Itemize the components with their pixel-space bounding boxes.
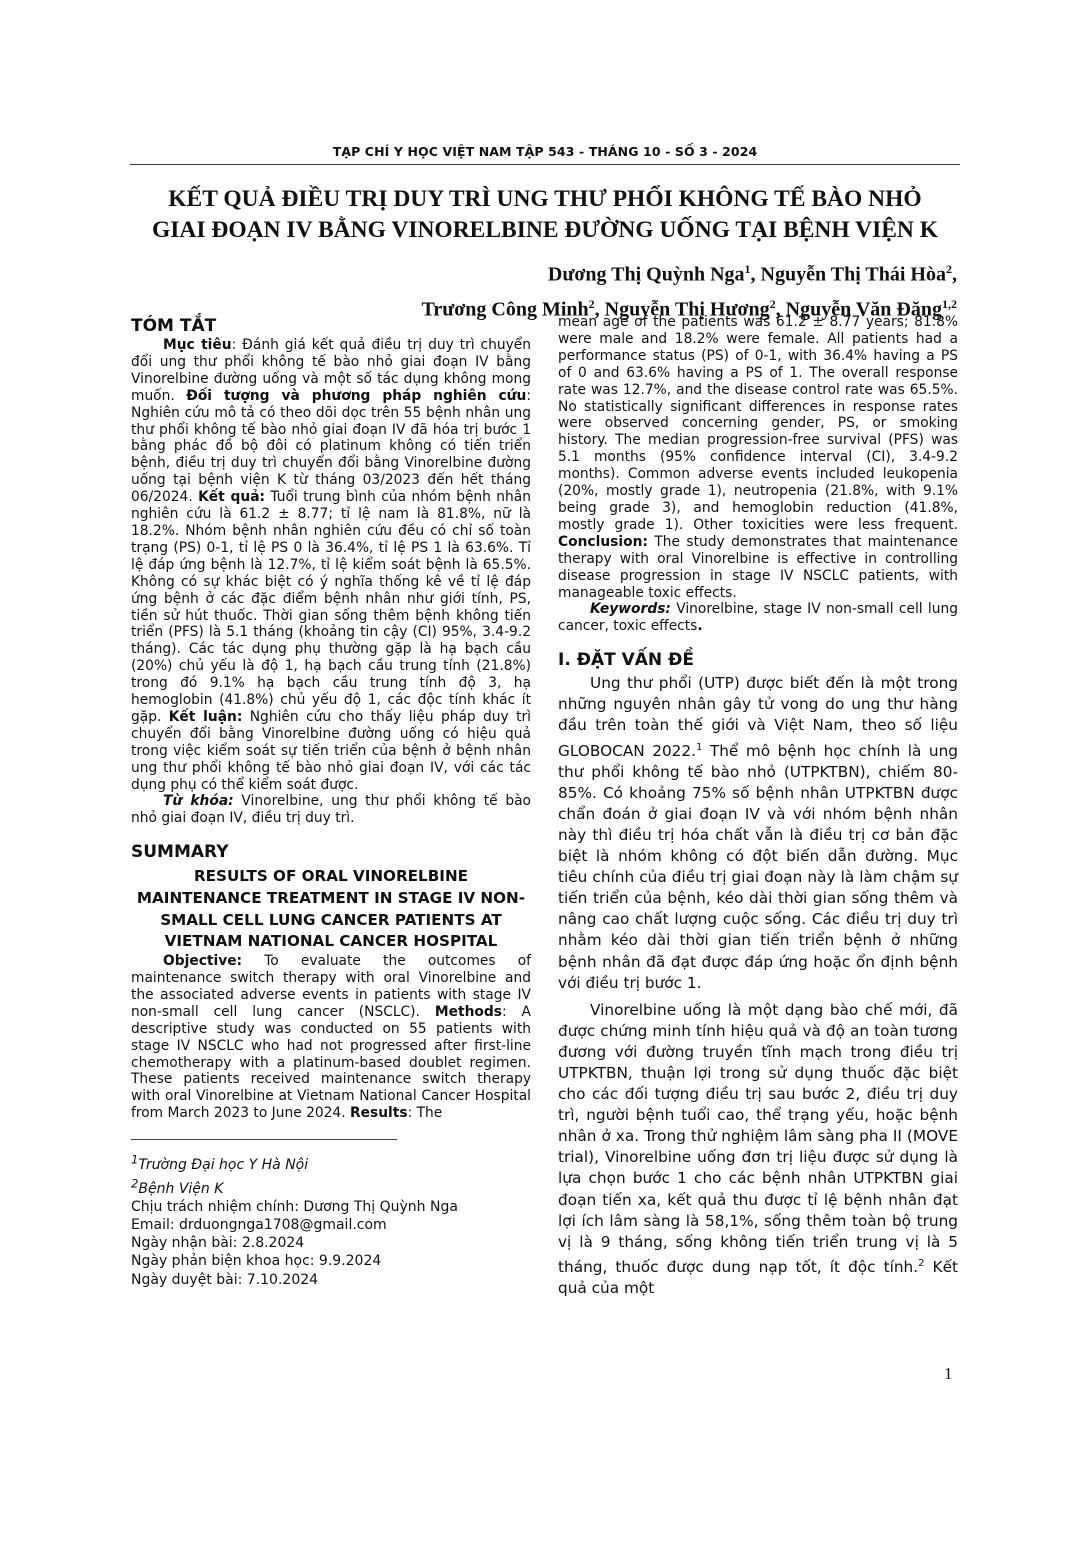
review-date: Ngày phản biện khoa học: 9.9.2024	[131, 1253, 382, 1270]
affiliation-1	[131, 1150, 531, 1174]
intro-paragraph-2	[558, 1000, 958, 1299]
intro-text: Thể mô bệnh học chính là ung thư phổi không tế bào nhỏ (UTPKTBN), chiếm 80-85%. Có khoảng 75% số bệnh nhân UTPKTBN được chẩn đoán ở giai đoạn IV và với nhóm bệnh nhân này thì điều trị hóa chất vẫn là điều trị cơ bản đặc biệt là nhóm không có đột biến dẫn đường. Mục tiêu chính của điều trị giai đoạn này là làm chậm sự tiến triển của bệnh, kéo dài thời gian sống thêm và nâng cao chất lượng cuộc sống. Các điều trị duy trì nhằm kéo dài thời gian tiến triển bệnh ở những bệnh nhân đã đạt được đáp ứng hoặc ổn định bệnh với điều trị bước 1.	[558, 741, 958, 992]
keywords-label-en: Keywords:	[590, 601, 671, 618]
affiliation-sup: 2	[769, 296, 776, 311]
intro-text: Vinorelbine uống là một dạng bào chế mới, đã được chứng minh tính hiệu quả và độ an toàn tương đương với đường truyền tĩnh mạch trong điều trị UTPKTBN, thuận lợi trong sử dụng thuốc đặc biệt cho các đối tượng điều trị sau bước 2, điều trị duy trì, người bệnh tuổi cao, thể trạng yếu, hoặc bệnh nhân ở xa. Trong thử nghiệm lâm sàng pha II (MOVE trial), Vinorelbine uống đơn trị liệu được sử dụng là lựa chọn bước 1 cho các bệnh nhân UTPKTBN giai đoạn tiến xa, kết quả thu được tỉ lệ bệnh nhân đạt lợi ích lâm sàng là 58,1%, sống thêm toàn bộ trung vị là 9 tháng, sống không tiến triển trung vị là 5 tháng, thuốc được dung nạp tốt, ít độc tính.	[558, 1000, 958, 1276]
author-separator: ,	[594, 298, 605, 321]
conclusion-label: Kết luận:	[168, 708, 243, 725]
author-name: Dương Thị Quỳnh Nga	[547, 263, 745, 286]
contact-email: Email: drduongnga1708@gmail.com	[131, 1217, 387, 1234]
intro-text: Ung thư phổi (UTP) được biết đến là một trong những nguyên nhân gây tử vong do ung thư hàng đầu trên toàn thế giới và Việt Nam, theo số liệu GLOBOCAN 2022.	[558, 674, 958, 760]
affiliation-text: Trường Đại học Y Hà Nội	[138, 1156, 309, 1173]
objective-text-en: To evaluate the outcomes of maintenance switch therapy with oral Vinorelbine and the associated adverse events in patients with stage IV non-small cell lung cancer (NSCLC).	[131, 953, 531, 1020]
author-separator: ,	[775, 298, 786, 321]
footnote-sup: 2	[131, 1176, 139, 1191]
abstract-heading: TÓM TẮT	[131, 316, 217, 336]
results-label: Kết quả:	[198, 489, 266, 506]
responsible-author: Chịu trách nhiệm chính: Dương Thị Quỳnh Nga	[131, 1198, 458, 1215]
author-name: Nguyễn Thị Thái Hòa	[760, 263, 946, 286]
results-continued: mean age of the patients was 61.2 ± 8.77 years; 81.8% were male and 18.2% were female. All patients had a performance status (PS) of 0-1, with 36.4% having a PS of 0 and 63.6% having a PS of 1. The overall response rate was 12.7%, and the disease control rate was 65.5%. No statistically significant differences in response rates were observed concerning gender, PS, or smoking history. The median progression-free survival (PFS) was 5.1 months (95% confidence interval (CI), 3.4-9.2 months). Common adverse events included leukopenia (20%, mostly grade 1), neutropenia (21.8%, with 9.1% being grade 3), and hemoglobin reduction (41.8%, mostly grade 1). Other toxicities were less frequent.	[558, 314, 958, 533]
page-number: 1	[944, 1364, 953, 1383]
methods-label-en: Methods	[434, 1003, 502, 1020]
author-name: Trương Công Minh	[421, 298, 589, 321]
abstract-vi-paragraph	[131, 337, 531, 793]
footnote-rule	[131, 1139, 397, 1140]
keywords-text: Vinorelbine, ung thư phổi không tế bào nhỏ giai đoạn IV, điều trị duy trì.	[131, 793, 531, 827]
journal-header: TẠP CHÍ Y HỌC VIỆT NAM TẬP 543 - THÁNG 10 - SỐ 3 - 2024	[332, 144, 758, 159]
footnote-sup: 1	[131, 1152, 139, 1167]
keywords-end: .	[697, 618, 703, 635]
results-text: Tuổi trung bình của nhóm bệnh nhân nghiên cứu là 61.2 ± 8.77; tỉ lệ nam là 81.8%, nữ là 18.2%. Nhóm bệnh nhân nghiên cứu đều có chỉ số toàn trạng (PS) 0-1, tỉ lệ PS 0 là 36.4%, tỉ lệ PS 1 là 63.6%. Tỉ lệ đáp ứng bệnh là 12.7%, tỉ lệ kiểm soát bệnh là 65.5%. Không có sự khác biệt có ý nghĩa thống kê về tỉ lệ đáp ứng bệnh ở các đặc điểm bệnh nhân như giới tính, PS, tiền sử hút thuốc. Thời gian sống thêm bệnh không tiến triển (PFS) là 5.1 tháng (khoảng tin cậy (CI) 95%, 3.4-9.2 tháng). Các tác dụng phụ thường gặp là hạ bạch cầu (20%) chủ yếu là độ 1, hạ bạch cầu trung tính (21.8%) trong đó 9.1% hạ bạch cầu trung tính độ 3, hạ hemoglobin (41.8%) chủ yếu độ 1, các độc tính khác ít gặp.	[131, 489, 531, 725]
objective-text: : Đánh giá kết quả điều trị duy trì chuyển đổi ung thư phổi không tế bào nhỏ giai đoạn IV bằng Vinorelbine đường uống và một số tác dụng không mong muốn.	[131, 337, 531, 404]
methods-label: Đối tượng và phương pháp nghiên cứu	[186, 387, 527, 404]
conclusion-text: Nghiên cứu cho thấy liệu pháp duy trì chuyển đổi bằng Vinorelbine đường uống có hiệu quả trong việc kiểm soát sự tiến triển của bệnh ở bệnh nhân ung thư phổi không tế bào nhỏ giai đoạn IV, với các tác dụng phụ có thể kiểm soát được.	[131, 708, 532, 793]
left-column	[131, 316, 531, 1289]
affiliation-sup: 1,2	[942, 296, 957, 311]
affiliation-sup: 1	[744, 262, 751, 276]
header-rule	[130, 164, 960, 165]
title-line-1: KẾT QUẢ ĐIỀU TRỊ DUY TRÌ UNG THƯ PHỔI KHÔNG TẾ BÀO NHỎ	[168, 186, 922, 212]
accepted-date: Ngày duyệt bài: 7.10.2024	[131, 1271, 319, 1288]
intro-text: Kết quả của một	[558, 1257, 958, 1298]
results-text-en: : The	[407, 1105, 443, 1122]
affiliation-text: Bệnh Viện K	[138, 1180, 224, 1197]
article-title	[120, 184, 970, 246]
citation-sup: 1	[696, 741, 703, 753]
right-column	[558, 314, 958, 1299]
author-name: Nguyễn Thị Hương	[604, 298, 770, 321]
received-date: Ngày nhận bài: 2.8.2024	[131, 1235, 305, 1252]
citation-sup: 2	[918, 1257, 925, 1269]
keywords-label: Từ khóa:	[163, 793, 234, 810]
author-line-1	[421, 255, 957, 290]
conclusion-label-en: Conclusion:	[558, 533, 648, 550]
intro-paragraph-1	[558, 673, 958, 994]
author-separator: ,	[952, 263, 957, 286]
methods-text-en: : A descriptive study was conducted on 55 patients with stage IV NSCLC who had not progressed after first-line chemotherapy with a platinum-based doublet regimen. These patients received maintenance switch therapy with oral Vinorelbine at Vietnam National Cancer Hospital from March 2023 to June 2024.	[131, 1003, 531, 1122]
author-name: Nguyễn Văn Đăng	[785, 298, 942, 321]
affiliation-sup: 2	[588, 296, 595, 311]
section-heading: I. ĐẶT VẤN ĐỀ	[558, 650, 694, 671]
title-line-2: GIAI ĐOẠN IV BẰNG VINORELBINE ĐƯỜNG UỐNG TẠI BỆNH VIỆN K	[151, 217, 939, 243]
keywords-text-en: Vinorelbine, stage IV non-small cell lung cancer, toxic effects	[558, 601, 958, 635]
methods-text: : Nghiên cứu mô tả có theo dõi dọc trên 55 bệnh nhân ung thư phổi không tế bào nhỏ giai đoạn IV đã hóa trị bước 1 bằng phác đồ bộ đôi có platinum không có tiến triển bệnh, điều trị duy trì chuyển đổi bằng Vinorelbine đường uống tại bệnh viện K từ tháng 03/2023 đến hết tháng 06/2024.	[131, 387, 531, 506]
summary-heading: SUMMARY	[131, 842, 229, 863]
summary-paragraph	[131, 953, 531, 1122]
affiliation-sup: 2	[946, 262, 952, 276]
summary-title: RESULTS OF ORAL VINORELBINE MAINTENANCE TREATMENT IN STAGE IV NON-SMALL CELL LUNG CANCER PATIENTS AT VIETNAM NATIONAL CANCER HOSPITAL	[136, 867, 526, 951]
objective-label: Mục tiêu	[163, 337, 232, 353]
results-label-en: Results	[350, 1105, 408, 1122]
objective-label-en: Objective:	[163, 953, 243, 970]
keywords-vi	[131, 793, 531, 827]
author-separator: ,	[750, 263, 761, 286]
summary-paragraph-continued	[558, 314, 958, 601]
keywords-en	[558, 601, 958, 635]
affiliation-2	[131, 1174, 531, 1198]
conclusion-text-en: The study demonstrates that maintenance therapy with oral Vinorelbine is effective in controlling disease progression in stage IV NSCLC patients, with manageable toxic effects.	[558, 533, 958, 601]
